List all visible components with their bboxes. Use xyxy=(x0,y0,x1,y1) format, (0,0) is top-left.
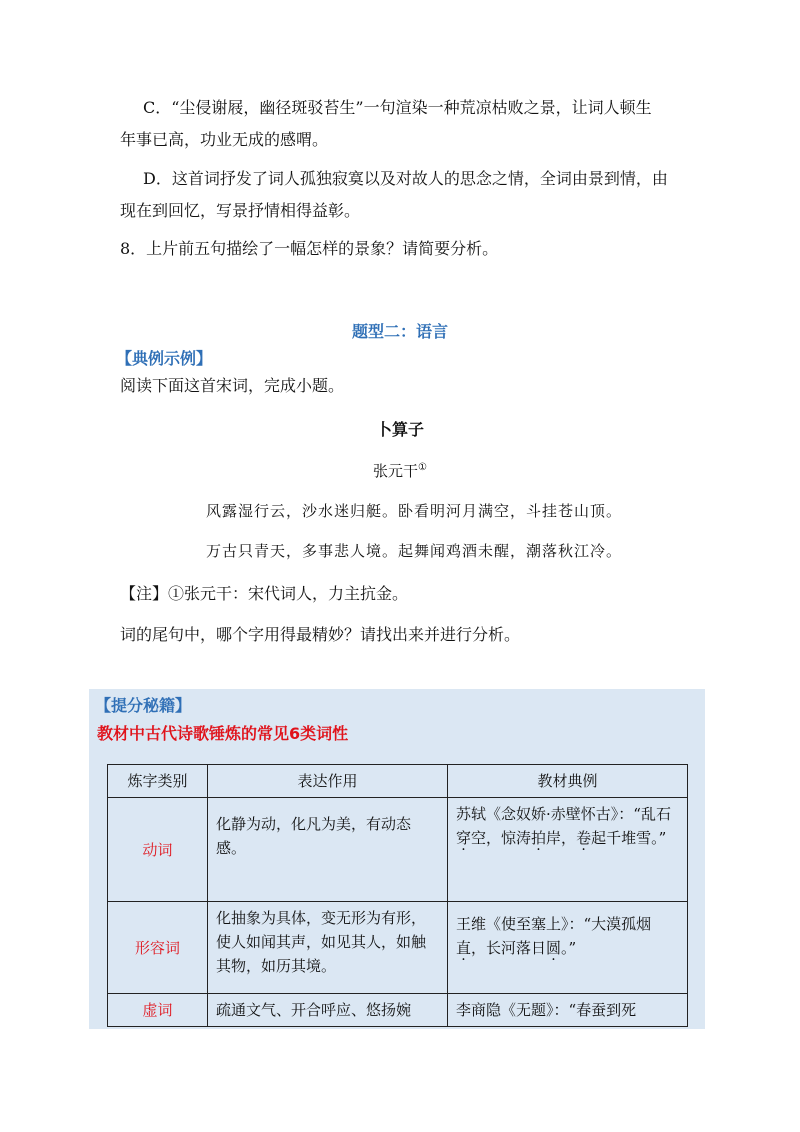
example-text: 岸， xyxy=(546,829,577,847)
option-d-line1: D．这首词抒发了词人孤独寂寞以及对故人的思念之情，全词由景到情，由 xyxy=(143,169,668,188)
table-row xyxy=(108,994,688,1027)
word-type-table xyxy=(107,764,688,1027)
section-title: 题型二：语言 xyxy=(351,322,448,341)
row-category-verb: 动词 xyxy=(108,798,208,902)
table-header-row xyxy=(108,765,688,798)
tips-label: 【提分秘籍】 xyxy=(95,696,192,715)
emphasis-char: 穿 xyxy=(456,829,472,847)
row-category-adjective: 形容词 xyxy=(108,902,208,994)
row-example-verb xyxy=(448,798,688,902)
table-row xyxy=(108,902,688,994)
option-c-line2: 年事已高，功业无成的感喟。 xyxy=(120,130,329,149)
example-text: 空，惊涛 xyxy=(471,829,532,847)
poem-author: 张元干 xyxy=(373,462,419,480)
emphasis-char: 直 xyxy=(456,939,472,957)
intro-text: 阅读下面这首宋词，完成小题。 xyxy=(120,376,345,395)
row-example-adjective xyxy=(448,902,688,994)
row-example-function-word: 李商隐《无题》：“春蚕到死 xyxy=(448,994,688,1027)
author-note-mark: ① xyxy=(418,462,427,473)
example-text: 苏轼《念奴娇·赤壁怀古》：“乱石 xyxy=(456,805,671,823)
emphasis-char: 圆 xyxy=(546,939,562,957)
table-header-category: 炼字类别 xyxy=(108,765,208,798)
emphasis-char: 拍 xyxy=(531,829,547,847)
poem-title: 卜算子 xyxy=(375,420,424,439)
poem-note: 【注】①张元干：宋代词人，力主抗金。 xyxy=(120,584,409,603)
question-8: 8．上片前五句描绘了一幅怎样的景象？请简要分析。 xyxy=(120,239,499,258)
example-label: 【典例示例】 xyxy=(116,349,213,368)
emphasis-char: 卷 xyxy=(576,829,592,847)
tips-subtitle: 教材中古代诗歌锤炼的常见6类词性 xyxy=(97,724,349,743)
row-category-function-word: 虚词 xyxy=(108,994,208,1027)
poem-author-line xyxy=(0,456,800,483)
poem-line-1: 风露湿行云，沙水迷归艇。卧看明河月满空，斗挂苍山顶。 xyxy=(206,502,623,520)
row-effect-adjective: 化抽象为具体，变无形为有形，使人如闻其声，如见其人，如触其物，如历其境。 xyxy=(208,902,448,994)
poem-line-2: 万古只青天，多事悲人境。起舞闻鸡酒未醒，潮落秋江冷。 xyxy=(206,542,623,560)
example-text: ，长河落日 xyxy=(471,939,547,957)
table-row xyxy=(108,798,688,902)
row-effect-function-word: 疏通文气、开合呼应、悠扬婉 xyxy=(208,994,448,1027)
option-c-line1: C．“尘侵谢屐，幽径斑驳苔生”一句渲染一种荒凉枯败之景，让词人顿生 xyxy=(143,98,652,117)
example-text: 王维《使至塞上》：“大漠孤烟 xyxy=(456,915,652,933)
example-text: 。” xyxy=(561,939,577,957)
analysis-question: 词的尾句中，哪个字用得最精妙？请找出来并进行分析。 xyxy=(120,625,521,644)
table-header-effect: 表达作用 xyxy=(208,765,448,798)
table-header-example: 教材典例 xyxy=(448,765,688,798)
tips-box xyxy=(89,689,705,1029)
option-d-line2: 现在到回忆，写景抒情相得益彰。 xyxy=(120,201,361,220)
row-effect-verb: 化静为动，化凡为美，有动态感。 xyxy=(208,798,448,902)
example-text: 起千堆雪。” xyxy=(591,829,667,847)
